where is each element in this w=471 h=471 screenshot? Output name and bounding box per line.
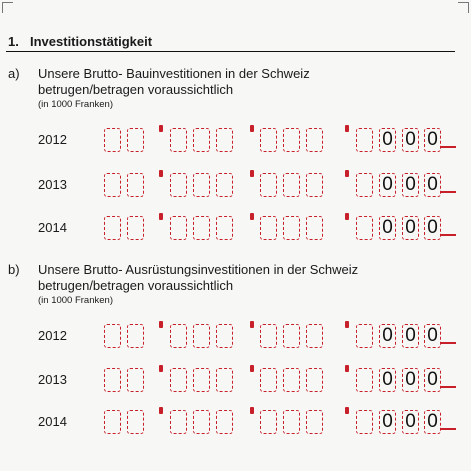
digit-box-filled: 0	[402, 173, 419, 197]
heading-rule	[6, 51, 455, 52]
amount-row	[0, 173, 471, 199]
end-dash-mark	[441, 342, 456, 344]
digit-input-box[interactable]	[127, 128, 144, 152]
digit-input-box[interactable]	[306, 368, 323, 392]
digit-input-box[interactable]	[260, 128, 277, 152]
thousands-separator-mark	[159, 365, 163, 372]
end-dash-mark	[441, 428, 456, 430]
digit-box-filled: 0	[424, 216, 441, 240]
digit-input-box[interactable]	[356, 173, 373, 197]
digit-input-box[interactable]	[216, 368, 233, 392]
corner-mark	[2, 2, 13, 13]
digit-input-box[interactable]	[283, 173, 300, 197]
digit-input-box[interactable]	[283, 324, 300, 348]
amount-row	[0, 410, 471, 436]
digit-input-box[interactable]	[170, 410, 187, 434]
digit-input-box[interactable]	[127, 216, 144, 240]
digit-input-box[interactable]	[283, 368, 300, 392]
digit-input-box[interactable]	[356, 324, 373, 348]
digit-input-box[interactable]	[260, 410, 277, 434]
amount-row	[0, 216, 471, 242]
thousands-separator-mark	[345, 407, 349, 414]
digit-input-box[interactable]	[260, 368, 277, 392]
digit-input-box[interactable]	[104, 368, 121, 392]
section-a-line2: betrugen/betragen voraussichtlich	[38, 82, 234, 97]
digit-input-box[interactable]	[193, 410, 210, 434]
section-a-letter: a)	[8, 66, 20, 81]
digit-input-box[interactable]	[216, 216, 233, 240]
digit-input-box[interactable]	[356, 128, 373, 152]
digit-box-filled: 0	[379, 368, 396, 392]
thousands-separator-mark	[250, 407, 254, 414]
digit-input-box[interactable]	[260, 324, 277, 348]
section-b-description	[38, 262, 458, 308]
digit-input-box[interactable]	[127, 368, 144, 392]
digit-input-box[interactable]	[193, 128, 210, 152]
heading-number: 1.	[8, 34, 19, 49]
digit-input-box[interactable]	[104, 324, 121, 348]
digit-input-box[interactable]	[306, 173, 323, 197]
digit-input-box[interactable]	[170, 173, 187, 197]
digit-input-box[interactable]	[356, 216, 373, 240]
year-label: 2013	[38, 372, 67, 387]
digit-input-box[interactable]	[127, 324, 144, 348]
digit-box-filled: 0	[379, 324, 396, 348]
digit-box-filled: 0	[402, 410, 419, 434]
section-a-description	[38, 66, 458, 112]
digit-box-filled: 0	[424, 410, 441, 434]
digit-input-box[interactable]	[127, 173, 144, 197]
section-a-unit-note: (in 1000 Franken)	[38, 99, 113, 110]
section-a-line1: Unsere Brutto- Bauinvestitionen in der Schweiz	[38, 66, 310, 81]
digit-input-box[interactable]	[170, 368, 187, 392]
digit-input-box[interactable]	[193, 216, 210, 240]
thousands-separator-mark	[345, 321, 349, 328]
digit-box-filled: 0	[424, 128, 441, 152]
section-b-line2: betrugen/betragen voraussichtlich	[38, 278, 234, 293]
digit-box-filled: 0	[402, 324, 419, 348]
digit-input-box[interactable]	[216, 173, 233, 197]
heading-title: Investitionstätigkeit	[30, 34, 153, 49]
digit-input-box[interactable]	[356, 410, 373, 434]
end-dash-mark	[441, 234, 456, 236]
digit-box-filled: 0	[402, 368, 419, 392]
thousands-separator-mark	[345, 213, 349, 220]
corner-mark	[458, 2, 469, 13]
digit-input-box[interactable]	[260, 216, 277, 240]
digit-input-box[interactable]	[170, 324, 187, 348]
digit-box-filled: 0	[379, 128, 396, 152]
thousands-separator-mark	[159, 213, 163, 220]
digit-box-filled: 0	[379, 173, 396, 197]
digit-box-filled: 0	[379, 216, 396, 240]
digit-input-box[interactable]	[104, 173, 121, 197]
thousands-separator-mark	[159, 170, 163, 177]
thousands-separator-mark	[345, 125, 349, 132]
thousands-separator-mark	[250, 365, 254, 372]
year-label: 2014	[38, 414, 67, 429]
section-heading	[8, 34, 152, 49]
digit-input-box[interactable]	[283, 128, 300, 152]
end-dash-mark	[441, 386, 456, 388]
digit-input-box[interactable]	[127, 410, 144, 434]
year-label: 2012	[38, 328, 67, 343]
year-label: 2014	[38, 220, 67, 235]
digit-input-box[interactable]	[356, 368, 373, 392]
amount-row	[0, 324, 471, 350]
digit-input-box[interactable]	[104, 410, 121, 434]
thousands-separator-mark	[345, 170, 349, 177]
digit-input-box[interactable]	[283, 216, 300, 240]
digit-box-filled: 0	[379, 410, 396, 434]
digit-input-box[interactable]	[216, 410, 233, 434]
amount-row	[0, 368, 471, 394]
digit-input-box[interactable]	[216, 128, 233, 152]
digit-input-box[interactable]	[306, 216, 323, 240]
digit-input-box[interactable]	[104, 128, 121, 152]
digit-input-box[interactable]	[306, 410, 323, 434]
digit-input-box[interactable]	[306, 128, 323, 152]
section-b-unit-note: (in 1000 Franken)	[38, 295, 113, 306]
end-dash-mark	[441, 146, 456, 148]
year-label: 2012	[38, 132, 67, 147]
thousands-separator-mark	[250, 125, 254, 132]
digit-input-box[interactable]	[193, 173, 210, 197]
digit-box-filled: 0	[424, 368, 441, 392]
digit-input-box[interactable]	[193, 368, 210, 392]
digit-input-box[interactable]	[306, 324, 323, 348]
section-b-line1: Unsere Brutto- Ausrüstungsinvestitionen in der Schweiz	[38, 262, 359, 277]
digit-input-box[interactable]	[170, 128, 187, 152]
section-b-letter: b)	[8, 262, 20, 277]
digit-input-box[interactable]	[104, 216, 121, 240]
digit-box-filled: 0	[424, 173, 441, 197]
year-label: 2013	[38, 177, 67, 192]
digit-input-box[interactable]	[260, 173, 277, 197]
digit-input-box[interactable]	[193, 324, 210, 348]
thousands-separator-mark	[250, 213, 254, 220]
thousands-separator-mark	[250, 321, 254, 328]
digit-input-box[interactable]	[216, 324, 233, 348]
thousands-separator-mark	[159, 125, 163, 132]
digit-box-filled: 0	[402, 128, 419, 152]
digit-box-filled: 0	[402, 216, 419, 240]
thousands-separator-mark	[159, 407, 163, 414]
thousands-separator-mark	[159, 321, 163, 328]
digit-box-filled: 0	[424, 324, 441, 348]
thousands-separator-mark	[345, 365, 349, 372]
end-dash-mark	[441, 191, 456, 193]
thousands-separator-mark	[250, 170, 254, 177]
digit-input-box[interactable]	[170, 216, 187, 240]
amount-row	[0, 128, 471, 154]
digit-input-box[interactable]	[283, 410, 300, 434]
